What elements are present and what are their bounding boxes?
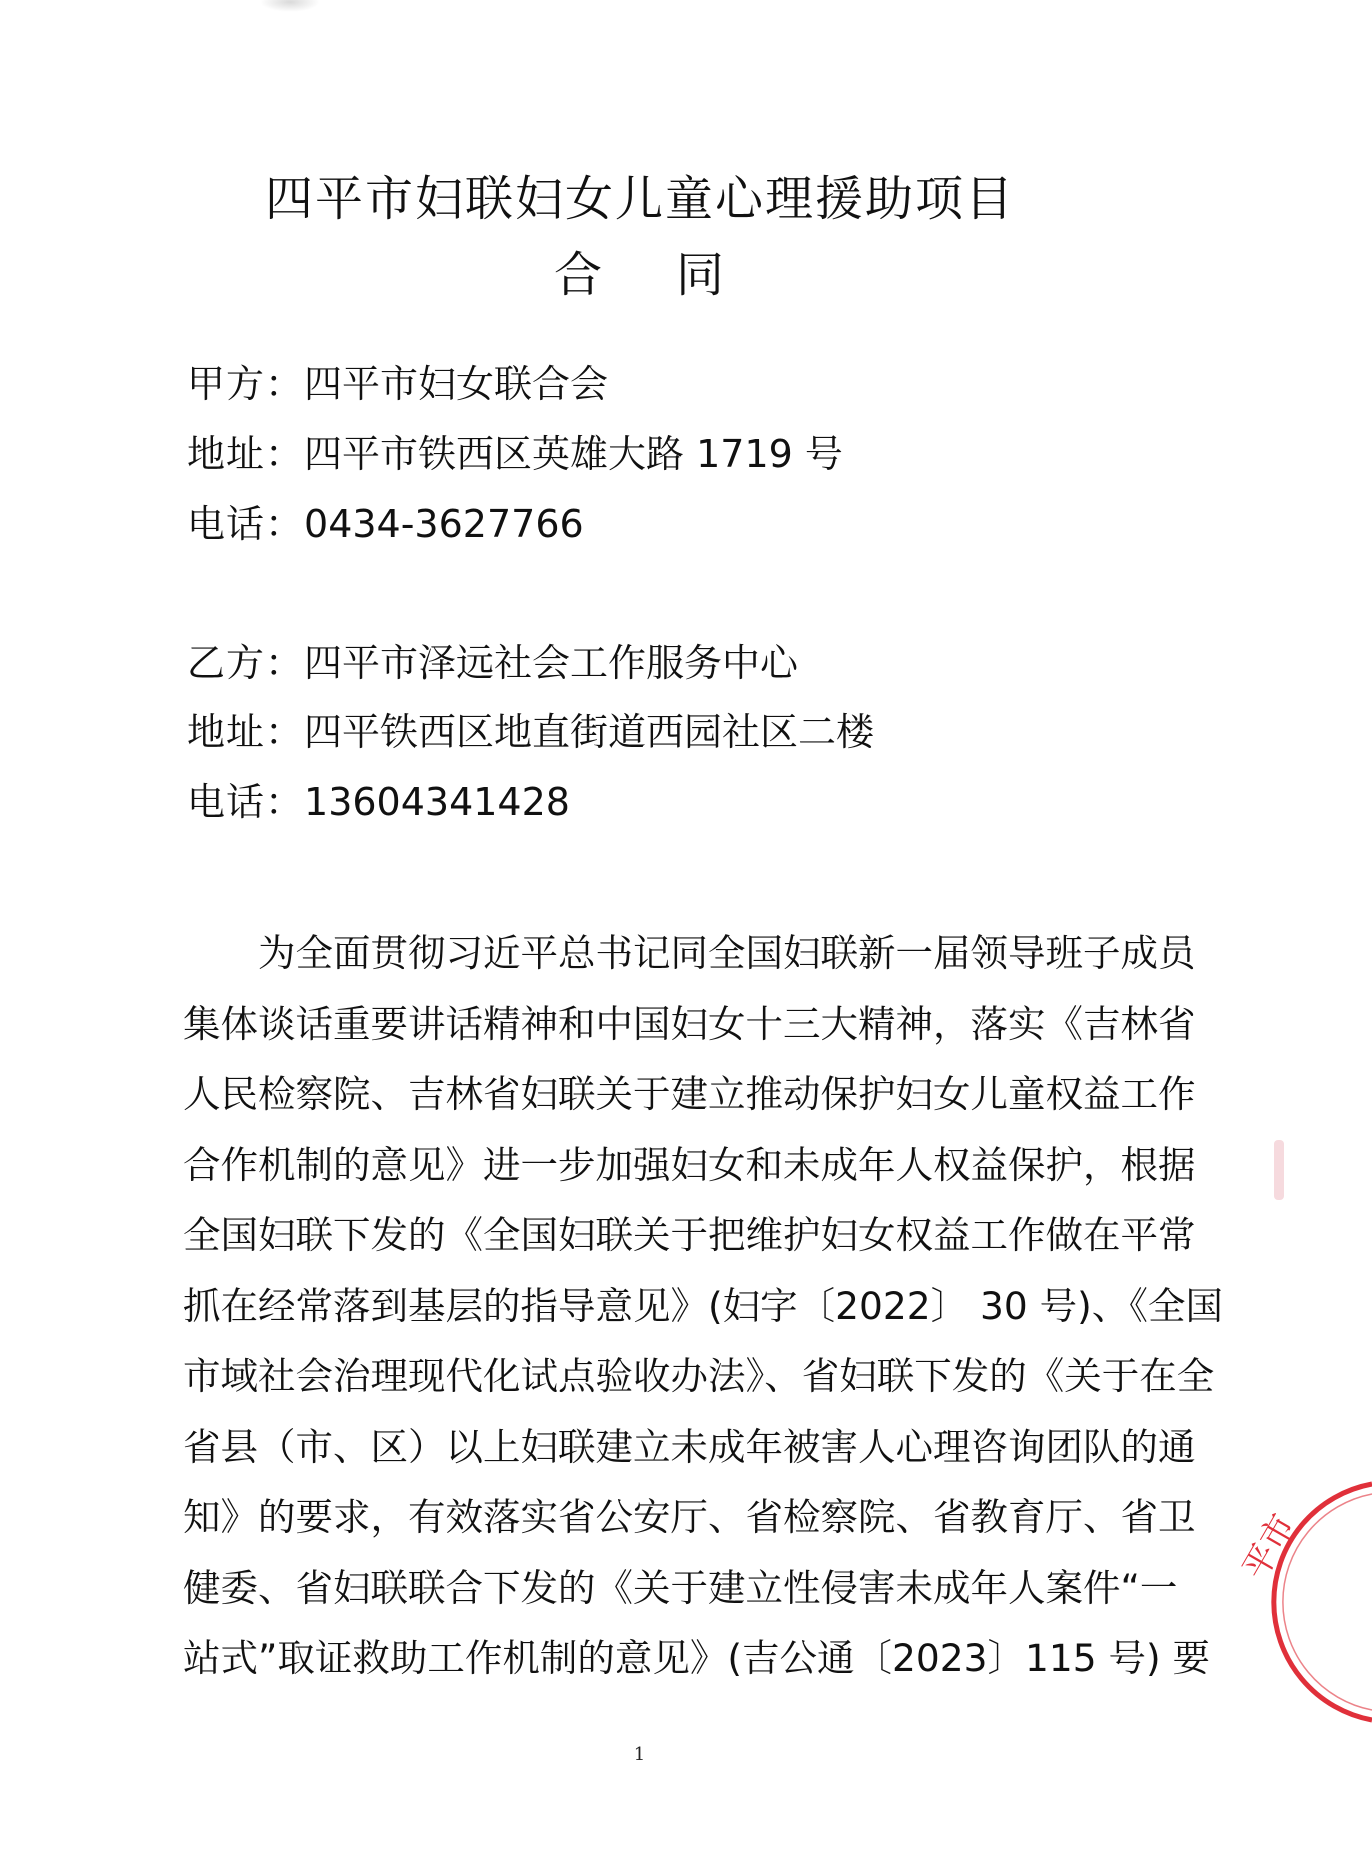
body-line: 合作机制的意见》进一步加强妇女和未成年人权益保护，根据	[183, 1142, 1196, 1187]
document-subtitle	[50, 236, 1230, 305]
subtitle-char-1: 合	[553, 247, 604, 303]
party-b-address: 四平铁西区地直街道西园社区二楼	[304, 710, 875, 754]
body-line: 站式”取证救助工作机制的意见》(吉公通〔2023〕115 号) 要	[183, 1636, 1211, 1680]
party-a-name-row	[187, 360, 608, 408]
party-a-address: 四平市铁西区英雄大路 1719 号	[304, 432, 843, 476]
party-b-address-label: 地址：	[187, 710, 305, 754]
body-line: 知》的要求，有效落实省公安厅、省检察院、省教育厅、省卫	[183, 1495, 1196, 1539]
party-b-name: 四平市泽远社会工作服务中心	[304, 641, 799, 685]
body-line: 市域社会治理现代化试点验收办法》、省妇联下发的《关于在全	[183, 1354, 1215, 1398]
body-line: 健委、省妇联联合下发的《关于建立性侵害未成年人案件“一	[183, 1565, 1178, 1610]
subtitle-char-2: 同	[676, 247, 727, 303]
body-line: 集体谈话重要讲话精神和中国妇女十三大精神，落实《吉林省	[183, 1001, 1196, 1046]
party-b-phone-row	[187, 778, 570, 826]
party-a-phone-label: 电话：	[187, 502, 305, 546]
party-a-phone: 0434-3627766	[304, 502, 584, 546]
body-line: 为全面贯彻习近平总书记同全国妇联新一届领导班子成员	[258, 931, 1196, 975]
party-b-label: 乙方：	[187, 641, 305, 685]
party-b-name-row	[187, 639, 798, 687]
seal-text: 平市	[1235, 1507, 1304, 1587]
party-b-phone: 13604341428	[304, 780, 570, 824]
body-line: 省县（市、区）以上妇联建立未成年被害人心理咨询团队的通	[183, 1424, 1196, 1469]
document-title: 四平市妇联妇女儿童心理援助项目	[264, 171, 1015, 227]
party-b-address-row	[187, 708, 874, 756]
contract-preamble	[183, 918, 1224, 1694]
party-a-address-row	[187, 430, 843, 478]
party-a-name: 四平市妇女联合会	[304, 362, 609, 406]
official-seal-icon	[1222, 1472, 1372, 1732]
scan-edge-mark	[1274, 1140, 1284, 1200]
body-line: 全国妇联下发的《全国妇联关于把维护妇女权益工作做在平常	[183, 1213, 1196, 1257]
party-a-label: 甲方：	[187, 362, 305, 406]
party-a-address-label: 地址：	[187, 432, 305, 476]
scan-shadow	[260, 0, 320, 12]
body-line: 人民检察院、吉林省妇联关于建立推动保护妇女儿童权益工作	[183, 1072, 1196, 1116]
body-line: 抓在经常落到基层的指导意见》(妇字〔2022〕 30 号)、《全国	[183, 1283, 1224, 1328]
page-number: 1	[633, 1744, 646, 1765]
party-b-phone-label: 电话：	[187, 780, 305, 824]
party-a-phone-row	[187, 500, 584, 548]
